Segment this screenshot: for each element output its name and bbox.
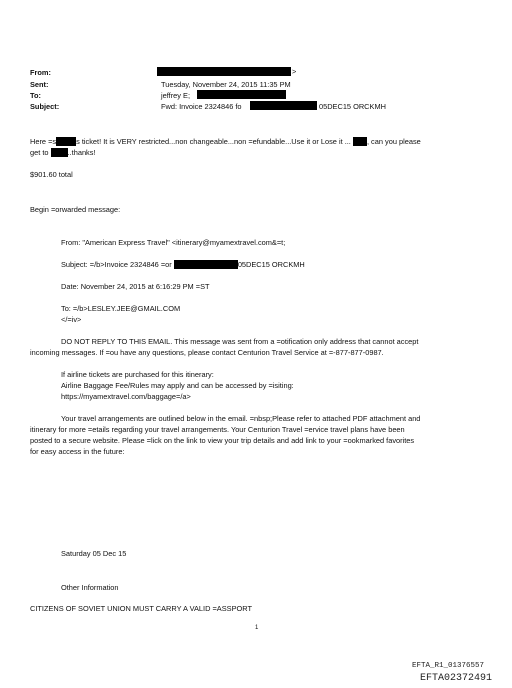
travel-line-2: itinerary for more =etails regarding your travel arrangements. Your Centurion Travel =ervice travel plans have been [30,425,405,434]
footer-id-1: EFTA_R1_01376557 [412,662,485,670]
travel-line-4: for easy access in the future: [30,447,125,456]
body-line-1 [30,137,421,146]
travel-line-3: posted to a secure website. Please =lick on the link to view your trip details and add link to your =ookmarked favorites [30,436,415,445]
forward-subject-b: 05DEC15 ORCKMH [237,260,305,269]
subject-label: Subject: [30,102,60,111]
subject-prefix: Fwd: Invoice 2324846 fo [161,102,242,111]
body-line-1a: Here =s [30,137,57,146]
body-line-2a: get to [30,148,49,157]
forward-from: From: "American Express Travel" <itinerary@myamextravel.com&=t; [61,238,286,247]
forward-date: Date: November 24, 2015 at 6:16:29 PM =ST [61,282,210,291]
redaction [157,67,291,76]
redaction [51,148,68,157]
body-line-1b: s ticket! It is VERY restricted...non changeable...non =efundable...Use it or Lose it ... [76,137,351,146]
redaction [197,90,286,99]
citizens-notice: CITIZENS OF SOVIET UNION MUST CARRY A VALID =ASSPORT [30,604,252,613]
redaction [174,260,238,269]
other-information: Other Information [61,583,119,592]
travel-line-1: Your travel arrangements are outlined below in the email. =nbsp;Please refer to attached PDF attachment and [61,414,421,423]
subject-suffix: 05DEC15 ORCKMH [319,102,386,111]
forward-to: To: =/b>LESLEY.JEE@GMAIL.COM [61,304,181,313]
body-line-2b: ..thanks! [67,148,96,157]
airline-line-1: If airline tickets are purchased for this itinerary: [61,370,214,379]
to-label: To: [30,91,41,100]
footer-id-2: EFTA02372491 [420,673,493,684]
noreply-line-1: DO NOT REPLY TO THIS EMAIL. This message was sent from a =otification only address that cannot accept [61,337,419,346]
body-line-1c: , can you please [366,137,421,146]
forward-subject [61,260,305,269]
total-line: $901.60 total [30,170,73,179]
page-number: 1 [255,625,259,631]
sent-value: Tuesday, November 24, 2015 11:35 PM [161,80,291,89]
redaction [353,137,367,146]
sent-label: Sent: [30,80,49,89]
redaction [250,101,317,110]
from-label: From: [30,68,51,77]
date-line: Saturday 05 Dec 15 [61,549,127,558]
airline-line-2: Airline Baggage Fee/Rules may apply and can be accessed by =isiting: [61,381,294,390]
forward-subject-a: Subject: =/b>Invoice 2324846 =or [61,260,172,269]
body-line-2 [30,148,96,157]
noreply-line-2: incoming messages. If =ou have any questions, please contact Centurion Travel Service at =-877-877-0987. [30,348,384,357]
redaction [56,137,76,146]
forward-div-tag: </=iv> [61,315,82,324]
begin-forwarded: Begin =orwarded message: [30,205,121,214]
from-tail: > [292,67,297,76]
to-value: jeffrey E; [161,91,191,100]
airline-line-3: https://myamextravel.com/baggage=/a> [61,392,191,401]
